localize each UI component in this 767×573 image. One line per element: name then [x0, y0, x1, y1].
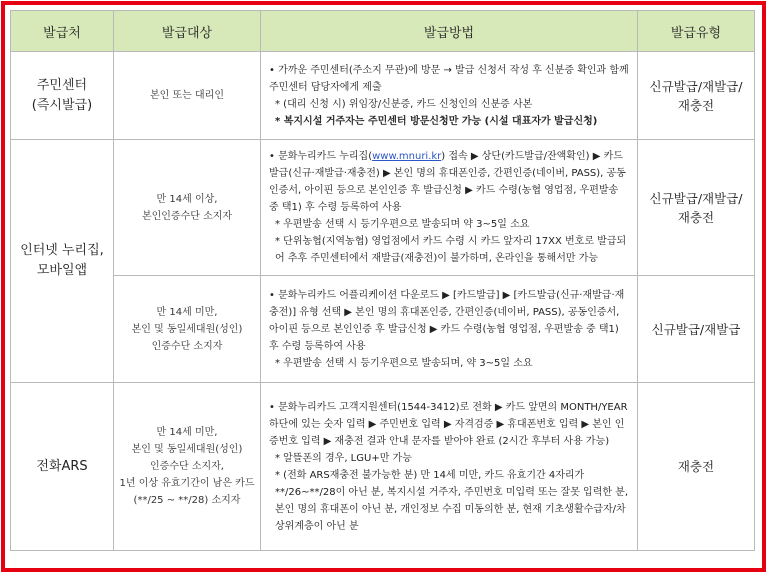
office-cell: 인터넷 누리집, 모바일앱 [11, 140, 114, 383]
header-method: 발급방법 [261, 11, 638, 52]
method-note: * 복지시설 거주자는 주민센터 방문신청만 가능 (시설 대표자가 발급신청) [275, 115, 598, 127]
method-cell [261, 52, 638, 140]
method-cell [261, 140, 638, 276]
method-cell [261, 276, 638, 383]
type-cell: 신규발급/재발급/ 재충전 [638, 140, 755, 276]
target-cell: 만 14세 미만, 본인 및 동일세대원(성인) 인증수단 소지자, 1년 이상 유효기간이 남은 카드 (**/25 ~ **/28) 소지자 [114, 383, 261, 551]
office-cell: 주민센터 (즉시발급) [11, 52, 114, 140]
target-cell: 만 14세 미만, 본인 및 동일세대원(성인) 인증수단 소지자 [114, 276, 261, 383]
office-cell: 전화ARS [11, 383, 114, 551]
method-note: * (대리 신청 시) 위임장/신분증, 카드 신청인의 신분증 사본 [275, 98, 533, 110]
method-text: • 가까운 주민센터(주소지 무관)에 방문 → 발급 신청서 작성 후 신분증 확인과 함께 주민센터 담당자에게 제출 [269, 64, 629, 93]
target-cell: 본인 또는 대리인 [114, 52, 261, 140]
table-row [11, 140, 755, 276]
type-cell: 신규발급/재발급 [638, 276, 755, 383]
method-text: • 문화누리카드 고객지원센터(1544-3412)로 전화 ▶ 카드 앞면의 MONTH/YEAR 하단에 있는 숫자 입력 ▶ 주민번호 입력 ▶ 자격검증 ▶ 휴대폰번호 입력 ▶ 본인 인증번호 입력 ▶ 재충전 결과 안내 문자를 받아야 완료 (2시간 후부터 사용 가능) [269, 401, 628, 447]
mnuri-link[interactable]: www.mnuri.kr [372, 151, 442, 162]
method-note: * 우편발송 선택 시 등기우편으로 발송되며, 약 3~5일 소요 [275, 357, 533, 369]
method-suffix: ) 접속 ▶ 상단(카드발급/잔액확인) ▶ 카드발급(신규·재발급·재충전) ▶ 본인 명의 휴대폰인증, 간편인증(네이버, PASS), 공동인증서, 아이핀 등으로 본인인증 후 발급신청 ▶ 카드 수령(농협 영업점, 우편발송 중 택1) 후 수령 등록하여 사용 [269, 151, 626, 213]
table-row [11, 383, 755, 551]
header-type: 발급유형 [638, 11, 755, 52]
target-cell: 만 14세 이상, 본인인증수단 소지자 [114, 140, 261, 276]
method-prefix: • 문화누리카드 누리집( [269, 151, 373, 162]
method-note: * 우편발송 선택 시 등기우편으로 발송되며 약 3~5일 소요 [275, 219, 530, 230]
method-note: * (전화 ARS재충전 불가능한 분) 만 14세 미만, 카드 유효기간 4자리가 **/26~**/28이 아닌 분, 복지시설 거주자, 주민번호 미입력 또는 잘못 입력한 분, 본인 명의 휴대폰이 아닌 분, 개인정보 수집 미동의한 분, 현재 기초생활수급자/차상위계층이 아닌 분 [275, 469, 629, 532]
method-cell [261, 383, 638, 551]
issuance-table [10, 10, 755, 551]
method-text: • 문화누리카드 어플리케이션 다운로드 ▶ [카드발급] ▶ [카드발급(신규·재발급·재충전)] 유형 선택 ▶ 본인 명의 휴대폰인증, 간편인증(네이버, PASS), 공동인증서, 아이핀 등으로 본인인증 후 발급신청 ▶ 카드 수령(농협 영업점, 우편발송 중 택1) 후 수령 등록하여 사용 [269, 289, 625, 352]
table-row [11, 52, 755, 140]
header-office: 발급처 [11, 11, 114, 52]
method-note: * 단위농협(지역농협) 영업점에서 카드 수령 시 카드 앞자리 17XX 번호로 발급되어 추후 주민센터에서 재발급(재충전)이 불가하며, 온라인을 통해서만 가능 [275, 236, 627, 264]
type-cell: 재충전 [638, 383, 755, 551]
header-target: 발급대상 [114, 11, 261, 52]
table-row [11, 276, 755, 383]
header-row [11, 11, 755, 52]
method-note: * 알뜰폰의 경우, LGU+만 가능 [275, 452, 412, 464]
method-text [269, 148, 631, 216]
type-cell: 신규발급/재발급/ 재충전 [638, 52, 755, 140]
